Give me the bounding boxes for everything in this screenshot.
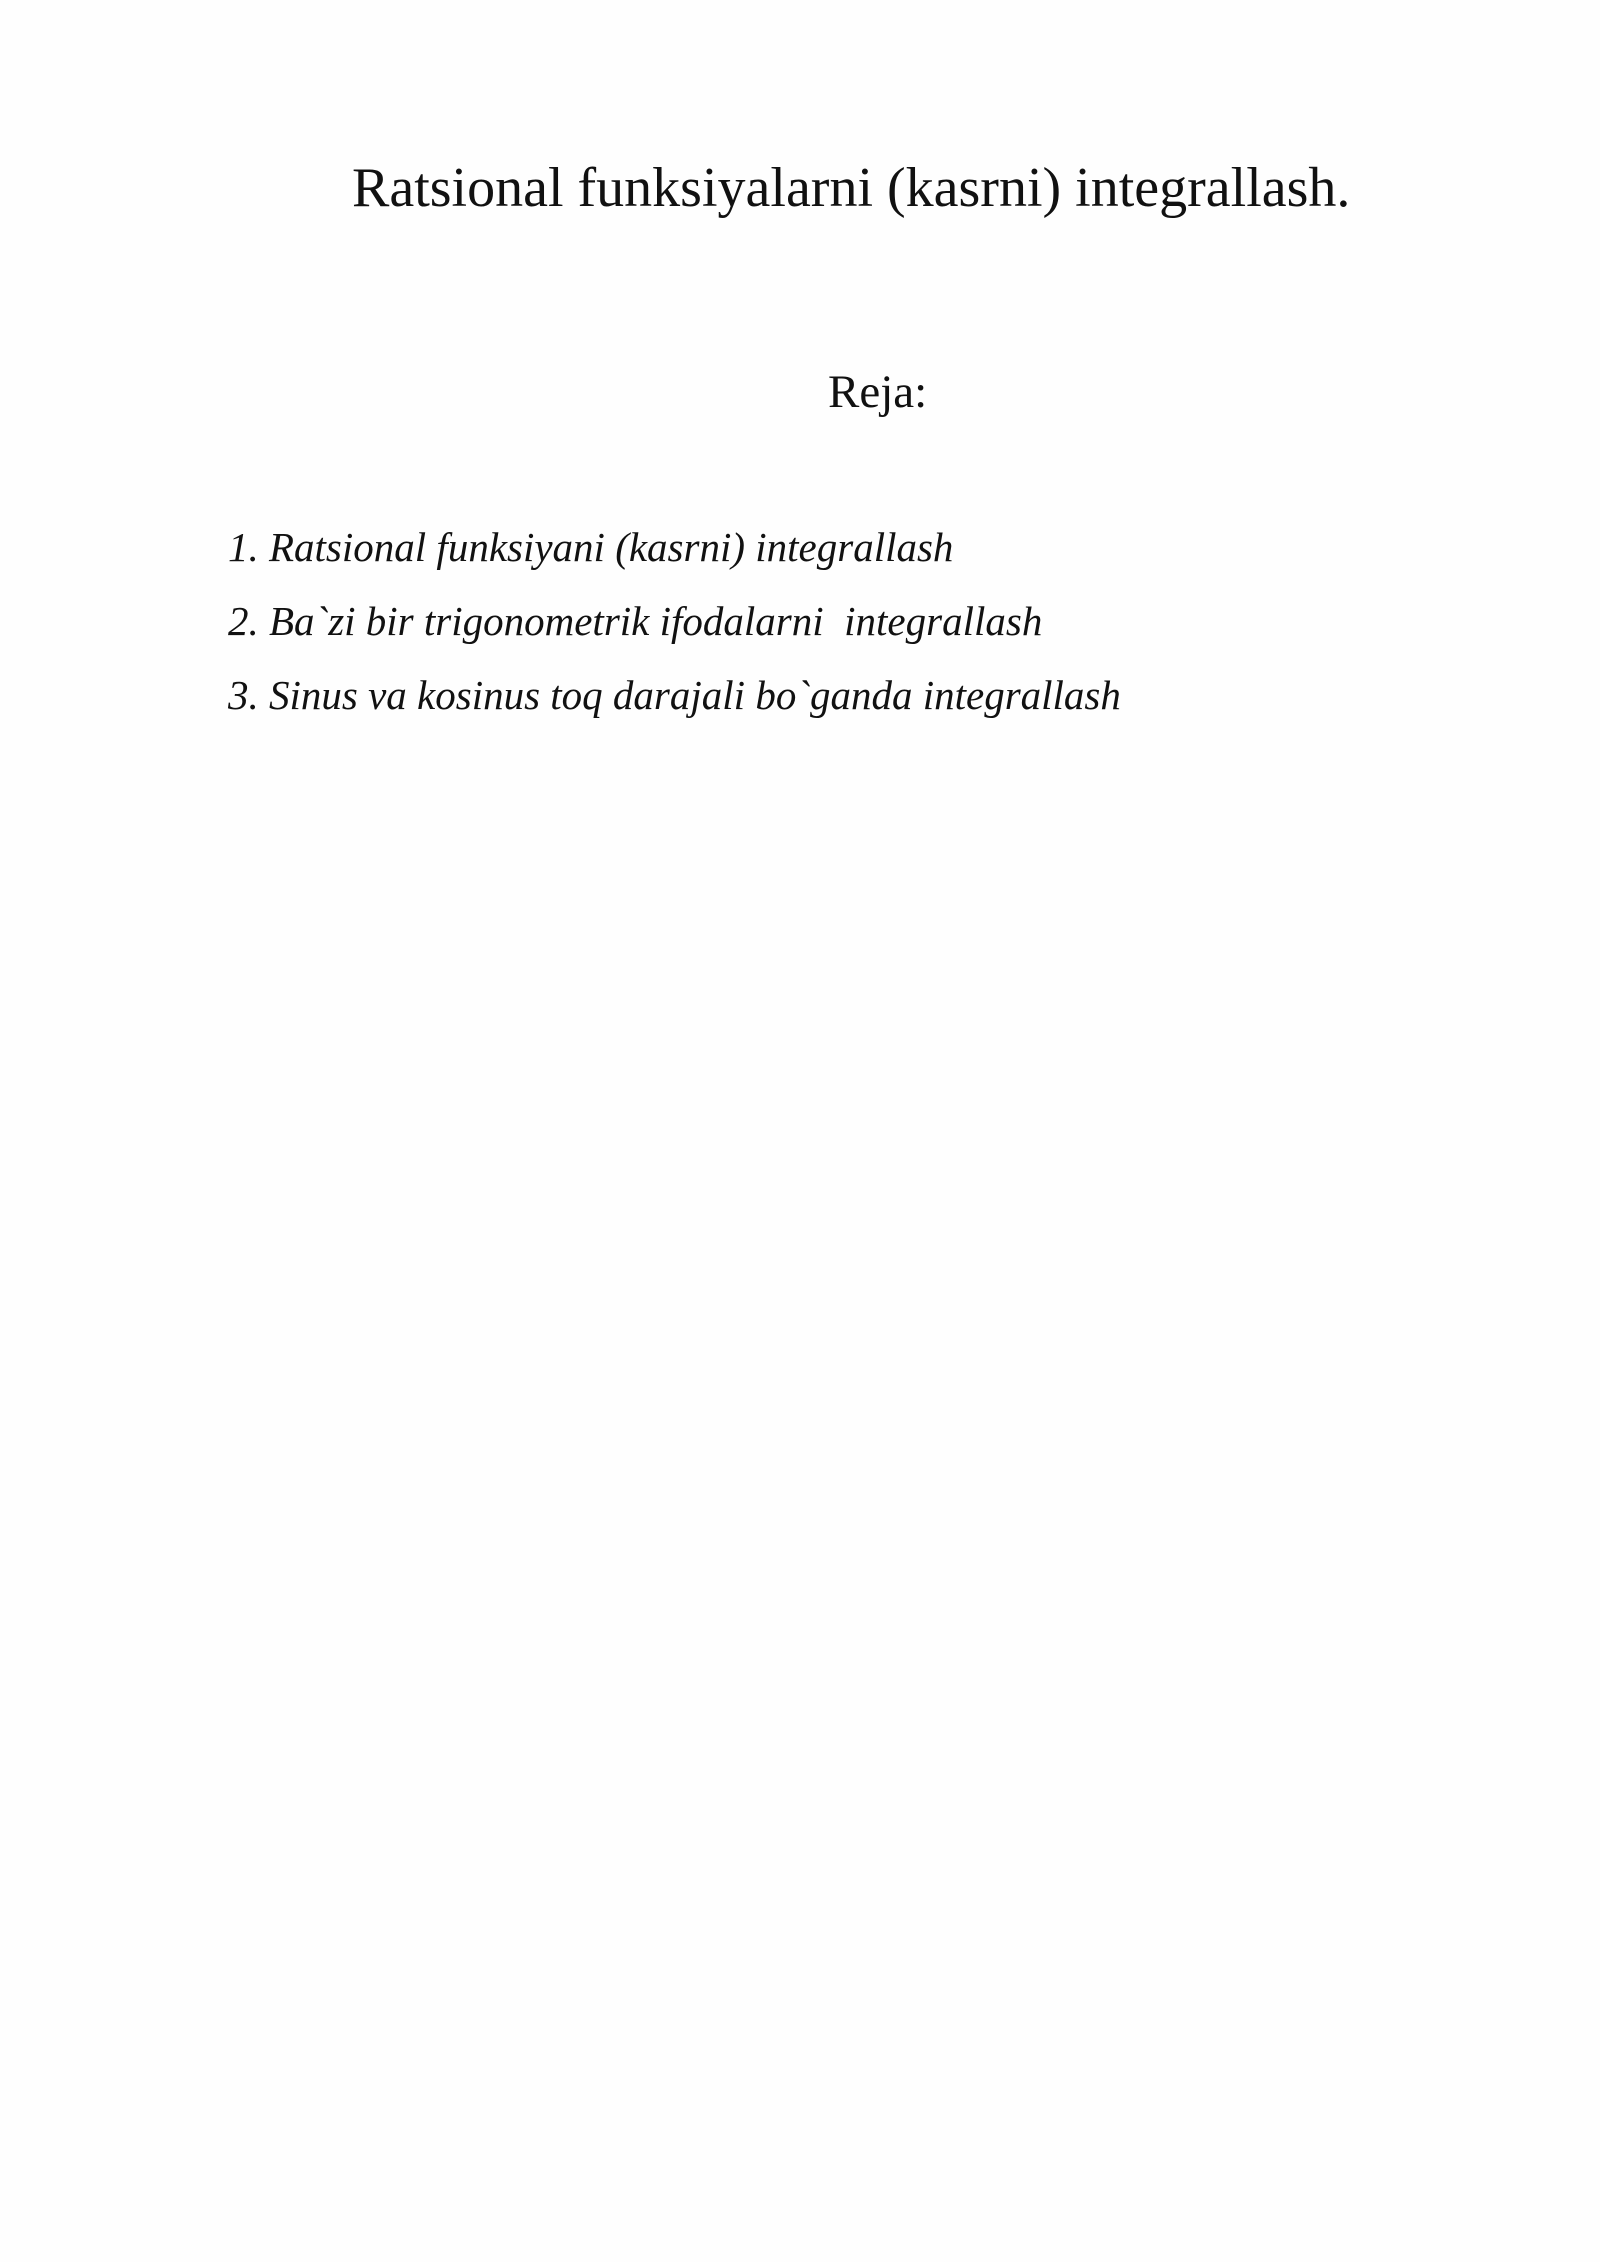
plan-item-2: 2. Ba`zi bir trigonometrik ifodalarni integrallash xyxy=(228,598,1043,644)
plan-heading: Reja: xyxy=(828,366,928,418)
plan-item-1: 1. Ratsional funksiyani (kasrni) integrallash xyxy=(228,524,954,570)
plan-list xyxy=(228,510,1121,732)
plan-item-3: 3. Sinus va kosinus toq darajali bo`ganda integrallash xyxy=(228,672,1121,718)
document-title: Ratsional funksiyalarni (kasrni) integrallash. xyxy=(352,157,1351,219)
